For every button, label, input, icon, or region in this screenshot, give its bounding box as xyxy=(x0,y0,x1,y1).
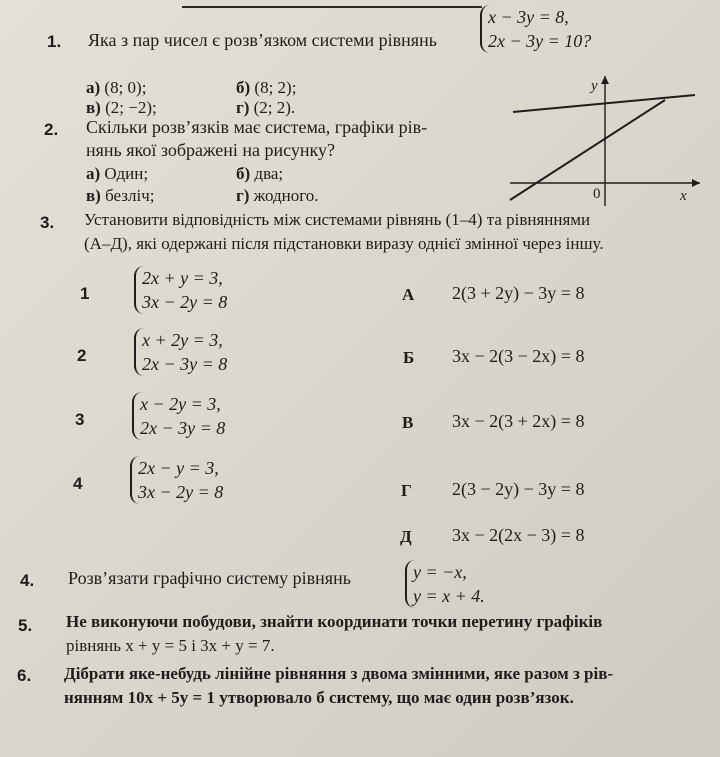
q3-system-3-eq-1: x − 2y = 3, xyxy=(140,394,221,414)
q4-system xyxy=(405,560,485,608)
q3-system-1-number: 1 xyxy=(80,284,90,303)
q6-number: 6. xyxy=(17,666,32,685)
q3-line1: Установити відповідність між системами рівнянь (1–4) та рівняннями xyxy=(84,210,591,229)
q3-system-1-eq-1: 2x + y = 3, xyxy=(142,268,223,288)
q2-option-g: г) жодного. xyxy=(236,186,319,205)
q3-answer-b-expr: 3x − 2(3 − 2x) = 8 xyxy=(452,346,585,366)
q3-system-2 xyxy=(134,328,227,376)
q1-system xyxy=(480,5,591,53)
q1-option-v: в) (2; −2); xyxy=(86,98,157,117)
q3-answer-v-expr: 3x − 2(3 + 2x) = 8 xyxy=(452,411,585,431)
q3-answer-a-letter: А xyxy=(402,285,415,304)
q1-option-a: а) (8; 0); xyxy=(86,78,147,97)
q4-text: Розв’язати графічно систему рівнянь xyxy=(68,568,351,588)
q6-line2: нянням 10x + 5y = 1 утворювало б систему, що має один розв’язок. xyxy=(64,688,574,707)
top-rule xyxy=(182,6,482,8)
q3-answer-a-expr: 2(3 + 2y) − 3y = 8 xyxy=(452,283,585,303)
graph-line-1 xyxy=(513,95,695,112)
origin-label: 0 xyxy=(593,186,601,202)
q3-answer-d-expr: 3x − 2(2x − 3) = 8 xyxy=(452,525,585,545)
q1-option-b: б) (8; 2); xyxy=(236,78,297,97)
q5-number: 5. xyxy=(18,616,33,635)
q3-answer-g-expr: 2(3 − 2y) − 3y = 8 xyxy=(452,479,585,499)
q1-option-g: г) (2; 2). xyxy=(236,98,296,117)
q3-system-4-number: 4 xyxy=(73,474,83,493)
q2-option-v: в) безліч; xyxy=(86,186,155,205)
q3-answer-g-letter: Г xyxy=(401,481,412,500)
q3-line2: (А–Д), які одержані після підстановки виразу однієї змінної через іншу. xyxy=(84,234,604,253)
q3-answer-b-letter: Б xyxy=(403,348,415,367)
q3-number: 3. xyxy=(40,213,55,232)
q2-graph xyxy=(505,70,705,210)
q3-system-3-number: 3 xyxy=(75,410,85,429)
q3-system-3-eq-2: 2x − 3y = 8 xyxy=(140,418,226,438)
q2-option-a: а) Один; xyxy=(86,164,149,183)
q1-text: Яка з пар чисел є розв’язком системи рівнянь xyxy=(88,30,437,50)
q2-option-b: б) два; xyxy=(236,164,284,183)
q1-number: 1. xyxy=(47,32,62,51)
q4-number: 4. xyxy=(20,571,35,590)
graph-line-2 xyxy=(510,100,665,200)
q2-line2: нянь якої зображені на рисунку? xyxy=(86,140,335,160)
q3-system-4-eq-1: 2x − y = 3, xyxy=(138,458,219,478)
x-axis-arrow xyxy=(692,179,700,187)
q5-line1: Не виконуючи побудови, знайти координати точки перетину графіків xyxy=(66,612,603,631)
q6-line1: Дібрати яке-небудь лінійне рівняння з двома змінними, яке разом з рів- xyxy=(64,664,614,683)
q3-system-4-eq-2: 3x − 2y = 8 xyxy=(138,482,224,502)
y-axis-label: y xyxy=(591,78,598,94)
q3-system-4 xyxy=(130,456,223,504)
q4-eq-2: y = x + 4. xyxy=(413,586,485,606)
q1-eq-1: x − 3y = 8, xyxy=(488,7,569,27)
q3-answer-d-letter: Д xyxy=(400,527,412,546)
q4-eq-1: y = −x, xyxy=(413,562,467,582)
q3-answer-v-letter: В xyxy=(402,413,414,432)
q3-system-1 xyxy=(134,266,227,314)
q3-system-3 xyxy=(132,392,225,440)
q3-system-2-number: 2 xyxy=(77,346,87,365)
q5-line2: рівнянь x + y = 5 і 3x + y = 7. xyxy=(66,636,275,655)
q3-system-2-eq-2: 2x − 3y = 8 xyxy=(142,354,228,374)
q1-eq-2: 2x − 3y = 10? xyxy=(488,31,592,51)
q3-system-2-eq-1: x + 2y = 3, xyxy=(142,330,223,350)
y-axis-arrow xyxy=(601,76,609,84)
q2-line1: Скільки розв’язків має система, графіки рів- xyxy=(86,117,428,137)
q3-system-1-eq-2: 3x − 2y = 8 xyxy=(142,292,228,312)
q2-number: 2. xyxy=(44,120,59,139)
x-axis-label: x xyxy=(680,188,687,204)
